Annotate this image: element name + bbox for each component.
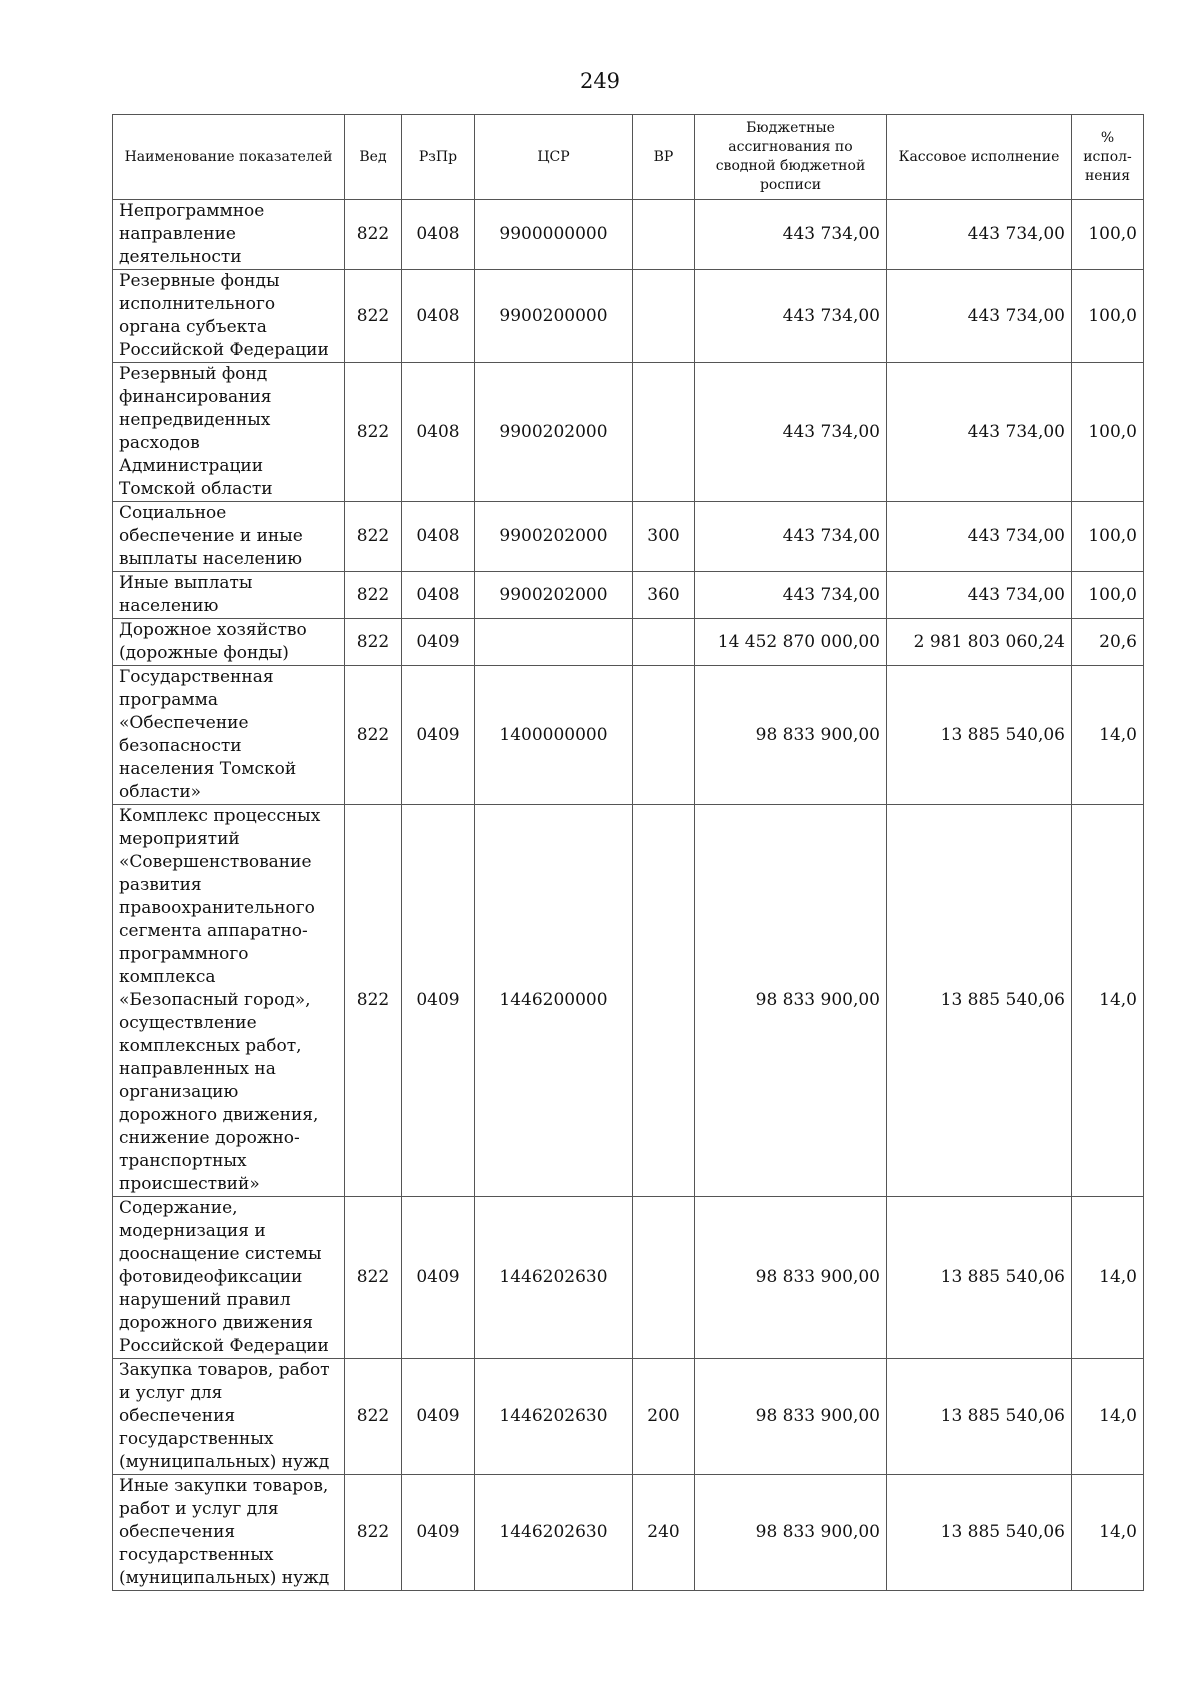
ved-code: 822 [345,619,402,666]
vr-code: 300 [633,502,695,572]
cash-execution: 13 885 540,06 [887,1359,1072,1475]
cash-execution: 2 981 803 060,24 [887,619,1072,666]
column-header-ved: Вед [345,115,402,200]
ved-code: 822 [345,572,402,619]
table-header-row [113,115,1144,200]
csr-code: 9900000000 [475,200,633,270]
ved-code: 822 [345,200,402,270]
rzpr-code: 0408 [402,200,475,270]
ved-code: 822 [345,1359,402,1475]
csr-code: 1446200000 [475,805,633,1197]
vr-code [633,1197,695,1359]
table-row [113,666,1144,805]
indicator-name: Дорожное хозяйство (дорожные фонды) [113,619,345,666]
rzpr-code: 0408 [402,270,475,363]
table-row [113,200,1144,270]
indicator-name: Содержание, модернизация и дооснащение системы фотовидеофиксации нарушений правил дорожного движения Российской Федерации [113,1197,345,1359]
column-header-cash: Кассовое исполнение [887,115,1072,200]
vr-code: 240 [633,1475,695,1591]
column-header-rzpr: РзПр [402,115,475,200]
column-header-budget: Бюджетные ассигнования по сводной бюджетной росписи [695,115,887,200]
indicator-name: Иные выплаты населению [113,572,345,619]
budget-allocation: 98 833 900,00 [695,1197,887,1359]
table-row [113,270,1144,363]
csr-code: 9900200000 [475,270,633,363]
budget-allocation: 98 833 900,00 [695,1359,887,1475]
budget-allocation: 443 734,00 [695,363,887,502]
cash-execution: 13 885 540,06 [887,1197,1072,1359]
rzpr-code: 0409 [402,619,475,666]
indicator-name: Резервный фонд финансирования непредвиденных расходов Администрации Томской области [113,363,345,502]
budget-allocation: 98 833 900,00 [695,805,887,1197]
table-row [113,1197,1144,1359]
cash-execution: 13 885 540,06 [887,666,1072,805]
execution-percent: 100,0 [1072,200,1144,270]
ved-code: 822 [345,805,402,1197]
rzpr-code: 0409 [402,805,475,1197]
ved-code: 822 [345,1197,402,1359]
ved-code: 822 [345,363,402,502]
indicator-name: Закупка товаров, работ и услуг для обеспечения государственных (муниципальных) нужд [113,1359,345,1475]
cash-execution: 13 885 540,06 [887,805,1072,1197]
column-header-percent: % испол-нения [1072,115,1144,200]
table-row [113,1359,1144,1475]
vr-code [633,805,695,1197]
cash-execution: 443 734,00 [887,572,1072,619]
rzpr-code: 0409 [402,666,475,805]
rzpr-code: 0408 [402,502,475,572]
budget-allocation: 98 833 900,00 [695,666,887,805]
execution-percent: 100,0 [1072,502,1144,572]
execution-percent: 14,0 [1072,1475,1144,1591]
ved-code: 822 [345,1475,402,1591]
table-row [113,502,1144,572]
cash-execution: 443 734,00 [887,363,1072,502]
cash-execution: 443 734,00 [887,270,1072,363]
rzpr-code: 0408 [402,572,475,619]
budget-execution-table [112,114,1144,1591]
budget-allocation: 98 833 900,00 [695,1475,887,1591]
cash-execution: 443 734,00 [887,502,1072,572]
cash-execution: 13 885 540,06 [887,1475,1072,1591]
budget-allocation: 443 734,00 [695,270,887,363]
csr-code: 1446202630 [475,1359,633,1475]
table-row [113,619,1144,666]
table-row [113,572,1144,619]
execution-percent: 14,0 [1072,1197,1144,1359]
csr-code: 9900202000 [475,572,633,619]
vr-code: 200 [633,1359,695,1475]
page-number: 249 [579,69,621,93]
csr-code [475,619,633,666]
csr-code: 9900202000 [475,502,633,572]
csr-code: 9900202000 [475,363,633,502]
column-header-csr: ЦСР [475,115,633,200]
rzpr-code: 0409 [402,1475,475,1591]
indicator-name: Резервные фонды исполнительного органа субъекта Российской Федерации [113,270,345,363]
rzpr-code: 0409 [402,1359,475,1475]
execution-percent: 100,0 [1072,363,1144,502]
cash-execution: 443 734,00 [887,200,1072,270]
indicator-name: Социальное обеспечение и иные выплаты населению [113,502,345,572]
indicator-name: Государственная программа «Обеспечение безопасности населения Томской области» [113,666,345,805]
indicator-name: Комплекс процессных мероприятий «Совершенствование развития правоохранительного сегмента аппаратно-программного комплекса «Безопасный город», осуществление комплексных работ, направленных на организацию дорожного движения, снижение дорожно-транспортных происшествий» [113,805,345,1197]
budget-allocation: 14 452 870 000,00 [695,619,887,666]
execution-percent: 20,6 [1072,619,1144,666]
execution-percent: 100,0 [1072,572,1144,619]
vr-code [633,270,695,363]
vr-code [633,619,695,666]
indicator-name: Иные закупки товаров, работ и услуг для обеспечения государственных (муниципальных) нужд [113,1475,345,1591]
execution-percent: 14,0 [1072,1359,1144,1475]
csr-code: 1400000000 [475,666,633,805]
csr-code: 1446202630 [475,1197,633,1359]
budget-allocation: 443 734,00 [695,502,887,572]
ved-code: 822 [345,270,402,363]
execution-percent: 100,0 [1072,270,1144,363]
table-row [113,363,1144,502]
column-header-name: Наименование показателей [113,115,345,200]
ved-code: 822 [345,502,402,572]
execution-percent: 14,0 [1072,666,1144,805]
vr-code [633,200,695,270]
indicator-name: Непрограммное направление деятельности [113,200,345,270]
budget-allocation: 443 734,00 [695,572,887,619]
csr-code: 1446202630 [475,1475,633,1591]
vr-code: 360 [633,572,695,619]
table-row [113,805,1144,1197]
table-row [113,1475,1144,1591]
vr-code [633,363,695,502]
rzpr-code: 0408 [402,363,475,502]
ved-code: 822 [345,666,402,805]
column-header-vr: ВР [633,115,695,200]
table-body [113,200,1144,1591]
vr-code [633,666,695,805]
execution-percent: 14,0 [1072,805,1144,1197]
rzpr-code: 0409 [402,1197,475,1359]
budget-allocation: 443 734,00 [695,200,887,270]
